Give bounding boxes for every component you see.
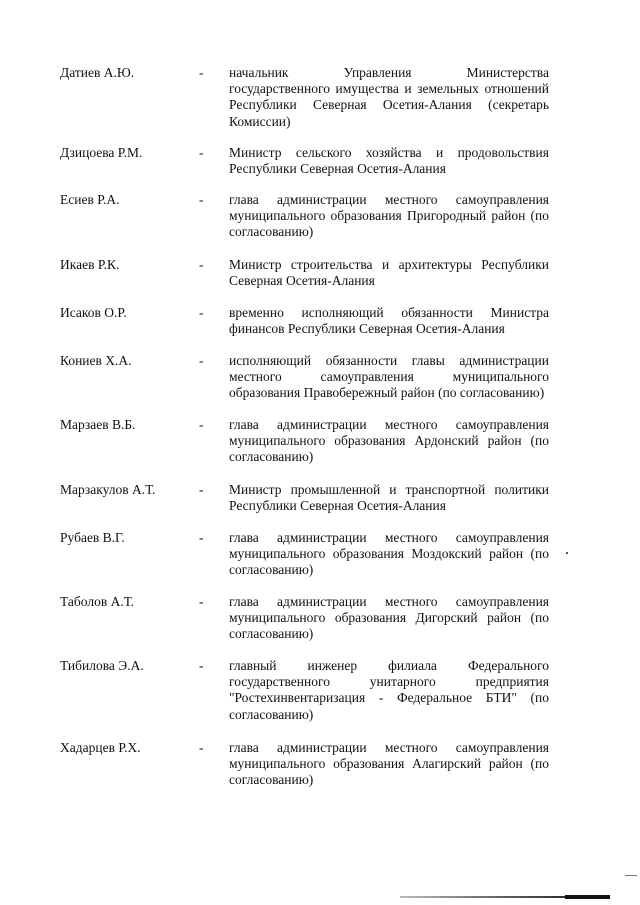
- member-position: глава администрации местного самоуправления муниципального образования Ардонский район (по согласованию): [229, 417, 549, 465]
- scan-edge-mark: [625, 875, 637, 876]
- separator-dash: -: [199, 482, 204, 497]
- scan-speck: [566, 552, 568, 554]
- member-name: Тибилова Э.А.: [60, 658, 144, 673]
- separator-dash: -: [199, 530, 204, 545]
- separator-dash: -: [199, 192, 204, 207]
- member-position: глава администрации местного самоуправления муниципального образования Алагирский район (по согласованию): [229, 740, 549, 788]
- separator-dash: -: [199, 305, 204, 320]
- member-position: глава администрации местного самоуправления муниципального образования Пригородный район (по согласованию): [229, 192, 549, 240]
- separator-dash: -: [199, 257, 204, 272]
- separator-dash: -: [199, 145, 204, 160]
- member-position: начальник Управления Министерства государственного имущества и земельных отношений Республики Северная Осетия-Алания (секретарь Комиссии): [229, 65, 549, 129]
- member-position: Министр сельского хозяйства и продовольствия Республики Северная Осетия-Алания: [229, 145, 549, 177]
- member-name: Исаков О.Р.: [60, 305, 127, 320]
- member-position: исполняющий обязанности главы администрации местного самоуправления муниципального образования Правобережный район (по согласованию): [229, 353, 549, 401]
- footer-rule-thick: [565, 895, 610, 899]
- member-name: Дзицоева Р.М.: [60, 145, 143, 160]
- separator-dash: -: [199, 65, 204, 80]
- member-name: Кониев Х.А.: [60, 353, 132, 368]
- member-name: Есиев Р.А.: [60, 192, 120, 207]
- separator-dash: -: [199, 417, 204, 432]
- member-position: глава администрации местного самоуправления муниципального образования Моздокский район (по согласованию): [229, 530, 549, 578]
- member-name: Датиев А.Ю.: [60, 65, 135, 80]
- member-name: Рубаев В.Г.: [60, 530, 125, 545]
- member-name: Икаев Р.К.: [60, 257, 120, 272]
- member-name: Марзакулов А.Т.: [60, 482, 156, 497]
- member-position: Министр промышленной и транспортной политики Республики Северная Осетия-Алания: [229, 482, 549, 514]
- member-position: временно исполняющий обязанности Министра финансов Республики Северная Осетия-Алания: [229, 305, 549, 337]
- member-name: Хадарцев Р.Х.: [60, 740, 141, 755]
- separator-dash: -: [199, 658, 204, 673]
- separator-dash: -: [199, 740, 204, 755]
- member-name: Марзаев В.Б.: [60, 417, 136, 432]
- member-name: Таболов А.Т.: [60, 594, 134, 609]
- member-position: глава администрации местного самоуправления муниципального образования Дигорский район (по согласованию): [229, 594, 549, 642]
- member-position: главный инженер филиала Федерального государственного унитарного предприятия "Ростехинвентаризация - Федеральное БТИ" (по согласованию): [229, 658, 549, 722]
- member-position: Министр строительства и архитектуры Республики Северная Осетия-Алания: [229, 257, 549, 289]
- separator-dash: -: [199, 353, 204, 368]
- separator-dash: -: [199, 594, 204, 609]
